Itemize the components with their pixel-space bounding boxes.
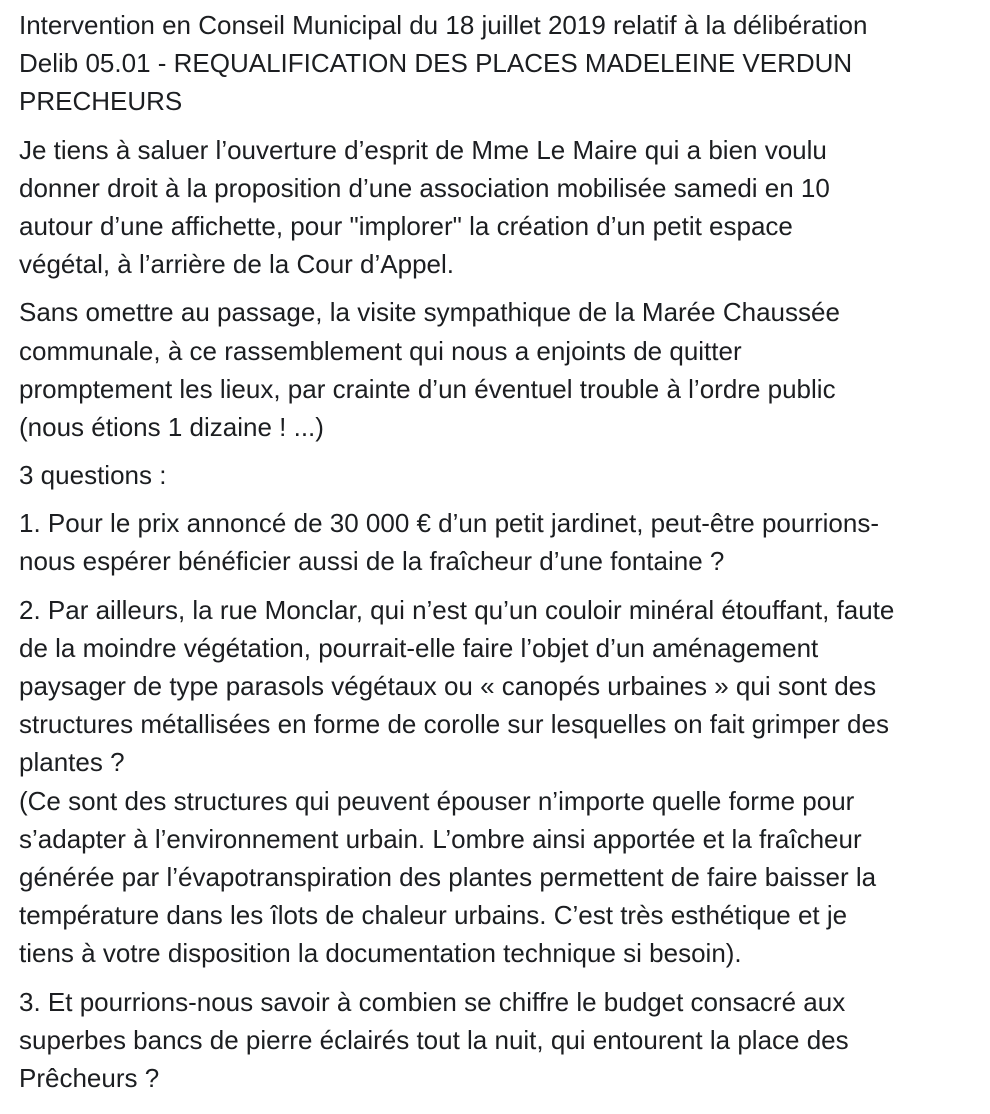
paragraph-question-2 [19,591,990,973]
text-line: générée par l’évapotranspiration des plantes permettent de faire baisser la [19,861,877,892]
text-line: paysager de type parasols végétaux ou « canopés urbaines » qui sont des [19,671,877,701]
text-line: température dans les îlots de chaleur urbains. C’est très esthétique et je [19,900,848,931]
text-line: de la moindre végétation, pourrait-elle faire l’objet d’un aménagement [19,632,819,663]
text-line: tiens à votre disposition la documentation technique si besoin). [19,938,742,969]
text-line: PRECHEURS [19,86,183,117]
text-line: superbes bancs de pierre éclairés tout la nuit, qui entourent la place des [19,1024,849,1055]
text-line: communale, à ce rassemblement qui nous a enjoints de quitter [19,335,742,366]
text-line: s’adapter à l’environnement urbain. L’ombre ainsi apportée et la fraîcheur [19,823,862,854]
text-line: (nous étions 1 dizaine ! ...) [19,411,324,442]
text-line: (Ce sont des structures qui peuvent épouser n’importe quelle forme pour [19,785,855,816]
post-text [19,6,990,1107]
text-line: donner droit à la proposition d’une association mobilisée samedi en 10 [19,172,830,203]
text-line: 3 questions : [19,460,167,491]
text-line: Delib 05.01 - REQUALIFICATION DES PLACES MADELEINE VERDUN [19,48,853,79]
paragraph-question-1 [19,504,990,580]
text-line: Je tiens à saluer l’ouverture d’esprit de Mme Le Maire qui a bien voulu [19,134,827,165]
paragraph-questions-heading [19,456,990,494]
text-line: Prêcheurs ? [19,1062,160,1093]
paragraph-intro [19,131,990,284]
text-line: autour d’une affichette, pour "implorer" la création d’un petit espace [19,210,793,241]
text-line: 2. Par ailleurs, la rue Monclar, qui n’est qu’un couloir minéral étouffant, faute [19,594,895,625]
text-line: végétal, à l’arrière de la Cour d’Appel. [19,249,455,280]
paragraph-title [19,6,990,121]
text-line: 3. Et pourrions-nous savoir à combien se chiffre le budget consacré aux [19,986,846,1017]
text-line: nous espérer bénéficier aussi de la fraîcheur d’une fontaine ? [19,546,725,577]
text-line: Intervention en Conseil Municipal du 18 juillet 2019 relatif à la délibération [19,10,868,40]
paragraph-police-visit [19,293,990,446]
text-line: plantes ? [19,747,125,778]
text-line: 1. Pour le prix annoncé de 30 000 € d’un petit jardinet, peut-être pourrions- [19,508,879,539]
paragraph-question-3 [19,983,990,1098]
text-line: promptement les lieux, par crainte d’un éventuel trouble à l’ordre public [19,373,836,404]
text-line: Sans omettre au passage, la visite sympathique de la Marée Chaussée [19,297,840,328]
text-line: structures métallisées en forme de corolle sur lesquelles on fait grimper des [19,709,889,740]
